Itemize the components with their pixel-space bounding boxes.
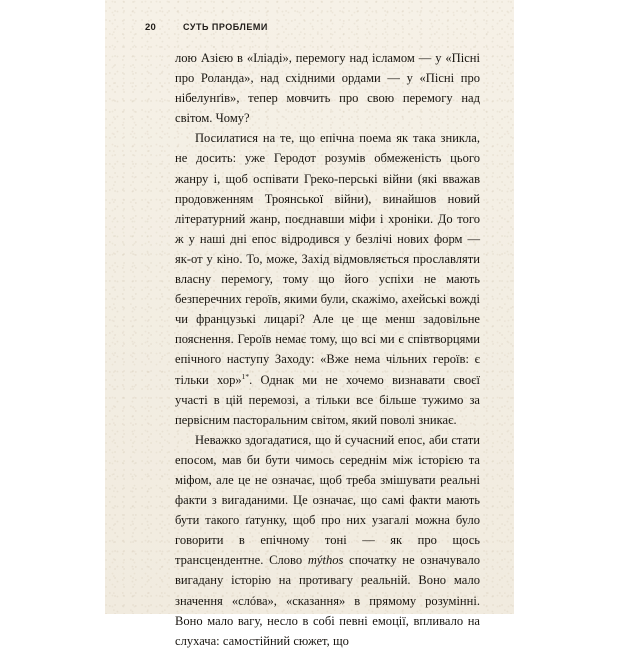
footnote-marker: 1* [241,371,250,381]
paragraph-3 [175,430,480,651]
running-head-title: СУТЬ ПРОБЛЕМИ [182,22,268,32]
paragraph-2 [175,128,480,429]
foreign-term-mythos: mýthos [307,553,344,568]
paragraph-2-text-after: . Однак ми не хочемо визнавати своєї участі в цій перемозі, а тільки все більше тужимо за первісним пасторальним світом, який поволі зникає. [175,372,480,427]
body-text-block [175,48,480,651]
paragraph-3-text-after: спочатку не означувало вигадану історію на противагу реальній. Воно мало значення «слóва», «сказання» в прямому розумінні. Воно мало вагу, несло в собі певні емоції, впливало на слухача: самостійний сюжет, що [175,553,480,648]
book-page [105,0,514,648]
paragraph-3-text-before: Неважко здогадатися, що й сучасний епос, аби стати епосом, мав би бути чимось середнім між історією та міфом, але це не означає, щоб треба змішувати реальні факти з вигаданими. Це означає, що самі факти мають бути такого ґатунку, щоб про них узагалі можна було говорити в епічному тоні — як про щось трансцендентне. Слово [175,432,480,568]
paragraph-2-text-before: Посилатися на те, що епічна поема як така зникла, не досить: уже Геродот розумів обмеженість цього жанру і, щоб оспівати Греко-перські війни (які вважав продовженням Троянської війни), винайшов новий літературний жанр, поєднавши міфи і хроніки. До того ж у наші дні епос відродився у безлічі нових форм — як-от у кіно. То, може, Захід відмовляється прославляти власну перемогу, тому що його успіхи не мають безперечних героїв, якими були, скажімо, ахейські вожді чи французькі лицарі? Але це ще менш задовільне пояснення. Героїв немає тому, що всі ми є співтворцями епічного наступу Заходу: «Вже нема чільних героїв: є тільки хор» [175,131,480,387]
running-head [145,22,480,38]
page-number: 20 [145,22,156,33]
paragraph-1: лою Азією в «Іліаді», перемогу над ісламом — у «Пісні про Роланда», над східними ордами — у «Пісні про нібелунґів», тепер мовчить про свою перемогу над світом. Чому? [175,51,480,126]
